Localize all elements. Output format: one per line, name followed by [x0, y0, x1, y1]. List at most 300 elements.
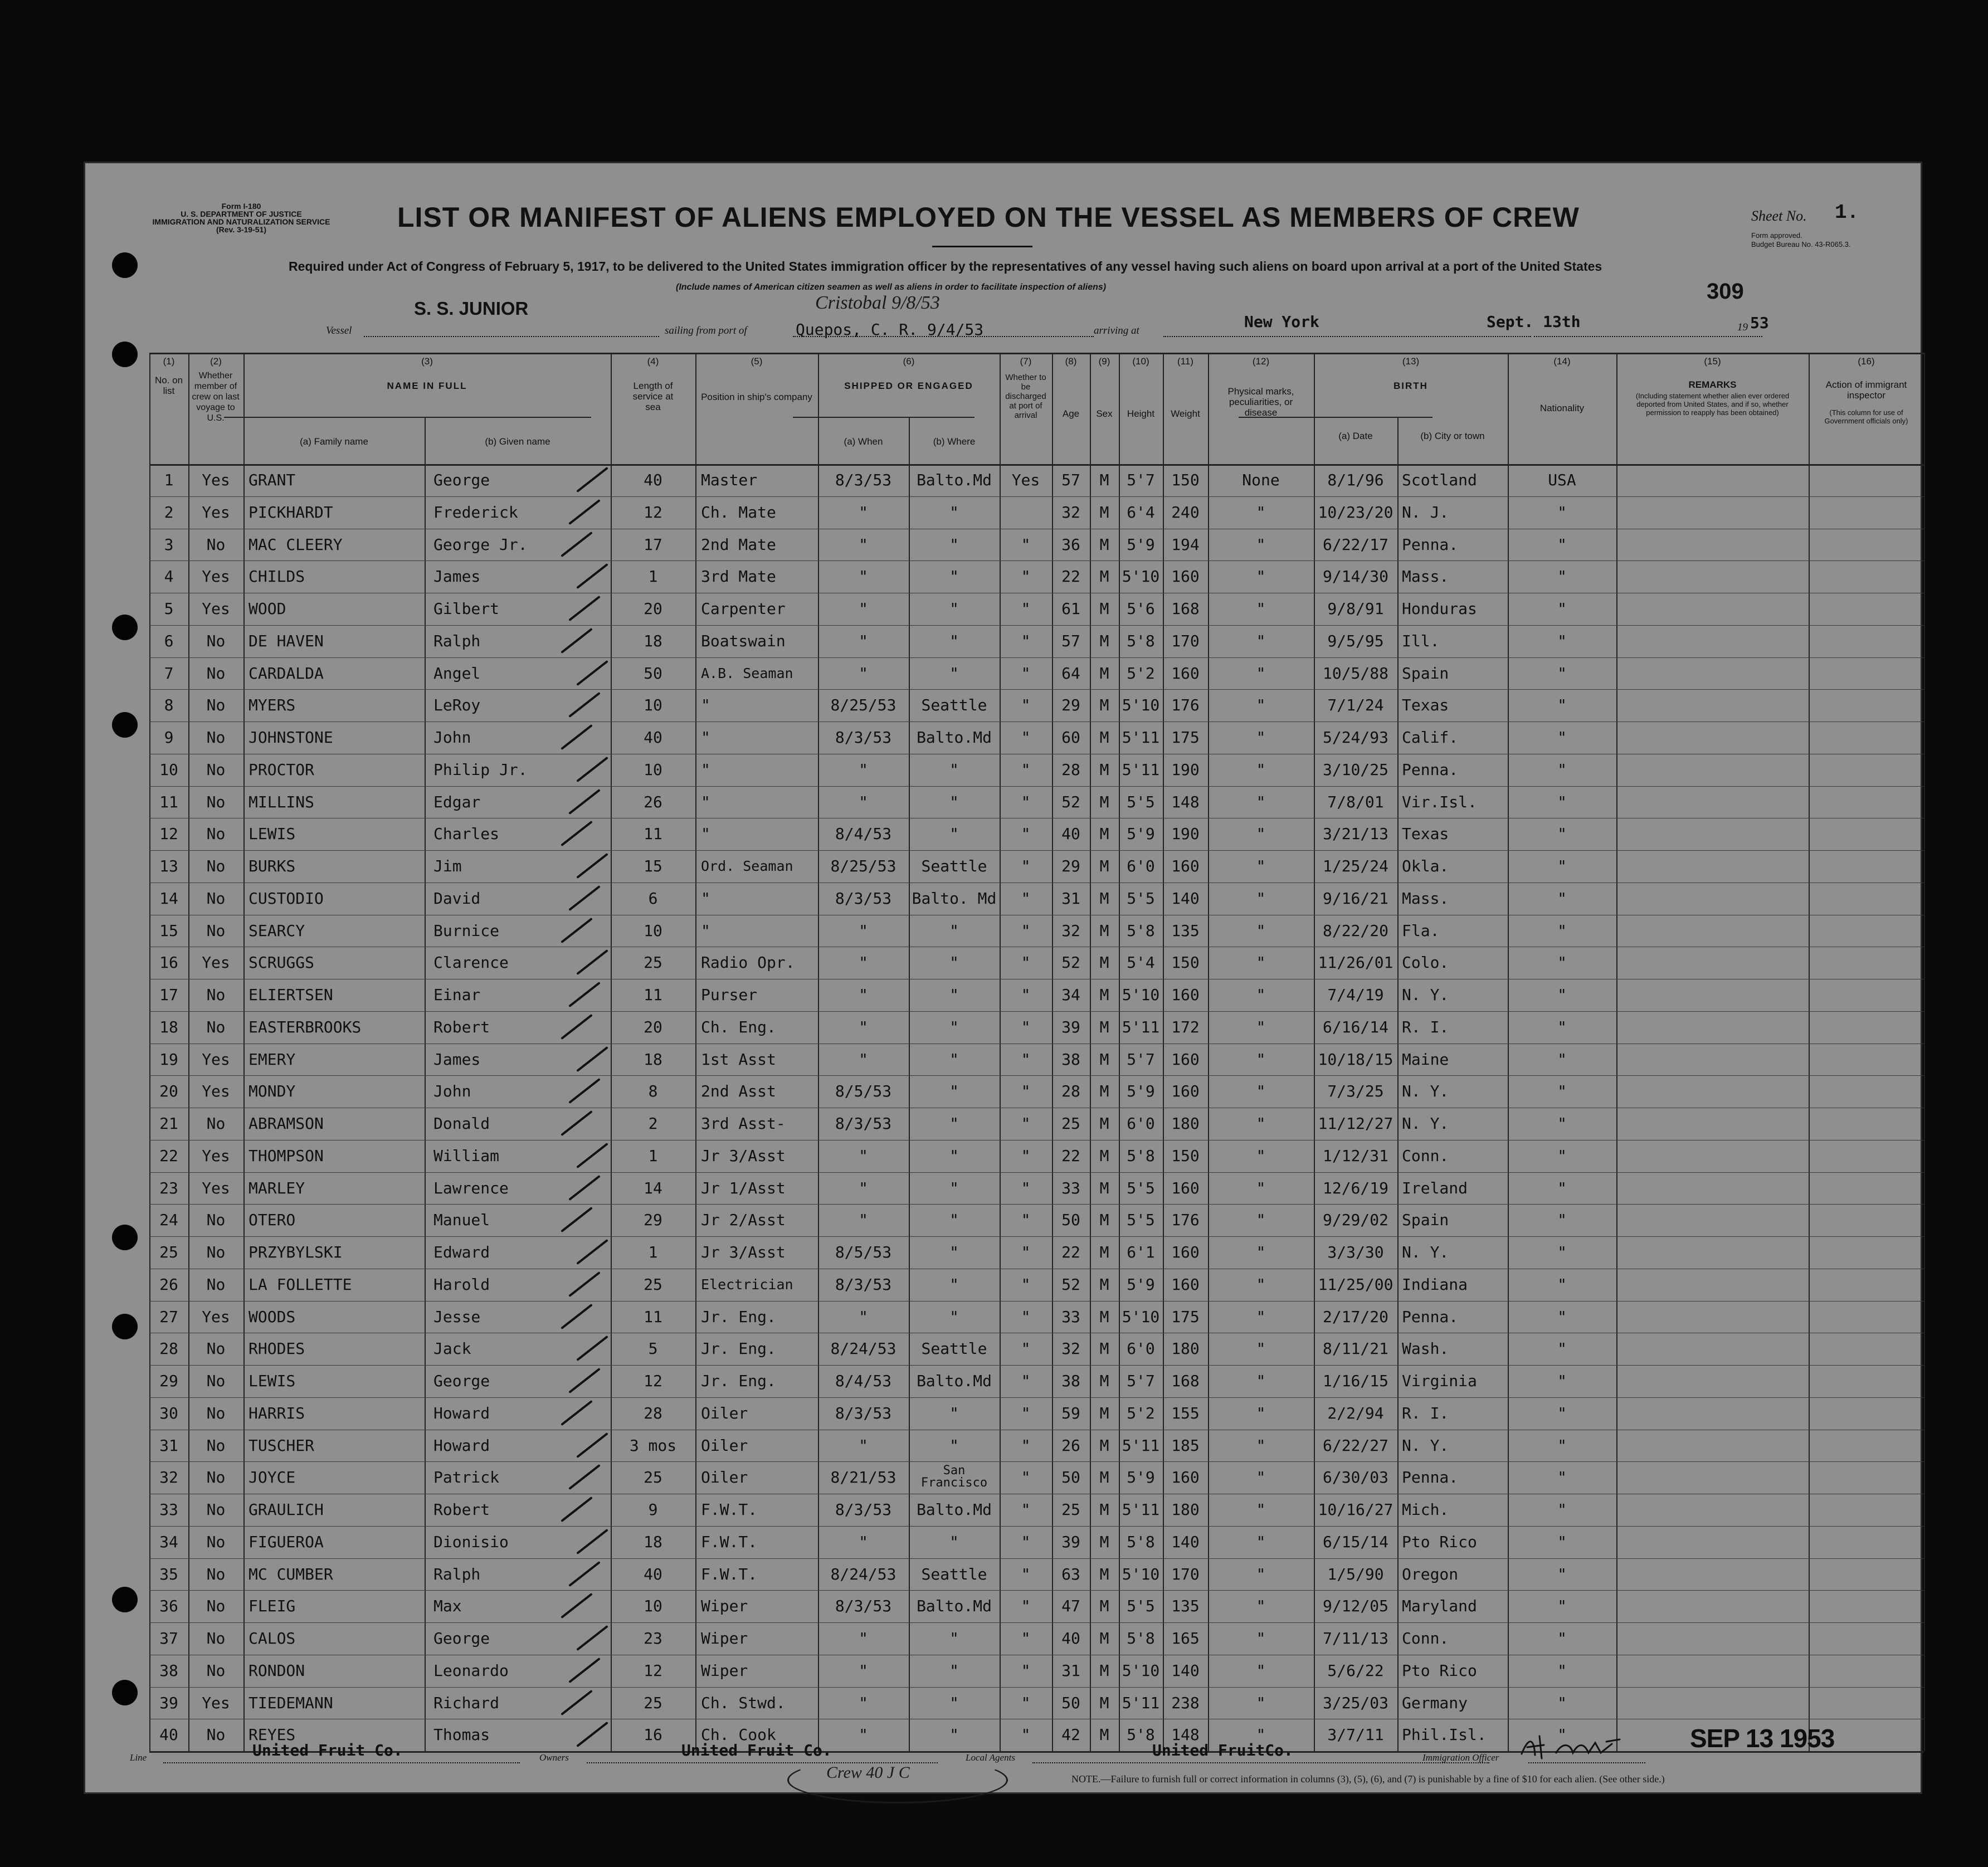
cell-no: 17	[159, 986, 178, 1004]
cell-given: LeRoy	[433, 696, 481, 715]
sailing-line	[793, 336, 1094, 337]
cell-height: 6'1	[1127, 1243, 1155, 1261]
cell-marks: "	[1256, 728, 1266, 747]
cell-birth-date: 3/10/25	[1322, 760, 1388, 779]
row-rule	[149, 496, 1924, 497]
cell-marks: "	[1256, 1403, 1266, 1422]
cell-given: Philip Jr.	[433, 760, 528, 779]
crew-table	[149, 353, 1924, 1751]
cell-family: HARRIS	[248, 1403, 305, 1422]
row-rule	[149, 1558, 1924, 1559]
cell-age: 39	[1061, 1532, 1080, 1551]
cell-family: OTERO	[248, 1211, 296, 1230]
cell-weight: 185	[1171, 1436, 1200, 1455]
cell-sex: M	[1099, 825, 1109, 844]
cell-no: 22	[159, 1146, 178, 1165]
cell-service: 10	[644, 760, 662, 779]
cell-where: "	[949, 1211, 959, 1230]
cell-discharge: "	[1021, 631, 1031, 650]
cell-birth-date: 11/26/01	[1318, 953, 1393, 972]
cell-position: "	[701, 792, 710, 811]
cell-where: "	[949, 1693, 959, 1712]
cell-prev: Yes	[202, 503, 230, 521]
cell-when: 8/4/53	[835, 1372, 892, 1390]
cell-position: Jr 2/Asst	[701, 1211, 786, 1230]
cell-marks: "	[1256, 825, 1266, 844]
cell-age: 47	[1061, 1597, 1080, 1616]
cell-marks: "	[1256, 1564, 1266, 1583]
cell-given: Einar	[433, 986, 481, 1004]
cell-when: "	[859, 1307, 868, 1326]
cell-where: Balto.Md	[917, 728, 992, 747]
cell-position: Jr 3/Asst	[701, 1243, 786, 1261]
cell-birth-date: 10/18/15	[1318, 1050, 1393, 1069]
cell-height: 5'7	[1127, 1050, 1155, 1069]
cell-family: JOYCE	[248, 1468, 296, 1487]
cell-prev: No	[206, 535, 226, 554]
cell-given: George	[433, 1629, 490, 1647]
row-rule	[149, 625, 1924, 626]
cell-no: 15	[159, 921, 178, 940]
cell-marks: "	[1256, 631, 1266, 650]
cell-marks: "	[1256, 1211, 1266, 1230]
cell-given: Jack	[433, 1339, 471, 1358]
cell-discharge: "	[1021, 889, 1031, 908]
cell-weight: 165	[1171, 1629, 1200, 1647]
cell-prev: No	[206, 1017, 226, 1036]
cell-marks: "	[1256, 1693, 1266, 1712]
cell-prev: No	[206, 1597, 226, 1616]
cell-service: 11	[644, 825, 662, 844]
cell-position: F.W.T.	[701, 1532, 758, 1551]
manifest-sheet	[84, 162, 1922, 1794]
cell-where: "	[949, 1661, 959, 1680]
cell-where: "	[949, 1114, 959, 1133]
cell-height: 5'11	[1122, 1500, 1160, 1519]
row-rule	[149, 850, 1924, 851]
cell-no: 8	[164, 696, 174, 715]
cell-birth-place: Colo.	[1402, 953, 1449, 972]
cell-nationality: "	[1557, 1275, 1567, 1294]
cell-position: 2nd Asst	[701, 1082, 776, 1101]
cell-no: 7	[164, 664, 174, 683]
cell-birth-place: Indiana	[1402, 1275, 1468, 1294]
cell-family: BURKS	[248, 857, 296, 875]
cell-sex: M	[1099, 599, 1109, 618]
col-head-sex: Sex	[1096, 408, 1113, 419]
cell-given: Burnice	[433, 921, 500, 940]
cell-age: 57	[1061, 631, 1080, 650]
cell-service: 5	[648, 1339, 658, 1358]
cell-where: "	[949, 1403, 959, 1422]
cell-position: Ch. Eng.	[701, 1017, 776, 1036]
cell-sex: M	[1099, 1436, 1109, 1455]
cell-discharge: "	[1021, 1725, 1031, 1744]
cell-nationality: "	[1557, 1468, 1567, 1487]
cell-when: 8/3/53	[835, 1500, 892, 1519]
cell-sex: M	[1099, 1629, 1109, 1647]
cell-discharge: "	[1021, 1564, 1031, 1583]
col-num-9: (9)	[1098, 356, 1110, 367]
cell-nationality: "	[1557, 728, 1567, 747]
cell-height: 5'8	[1127, 921, 1155, 940]
cell-when: 8/4/53	[835, 825, 892, 844]
cell-age: 22	[1061, 1243, 1080, 1261]
cell-family: SCRUGGS	[248, 953, 315, 972]
col-head-birth: BIRTH	[1393, 381, 1428, 391]
cell-discharge: "	[1021, 857, 1031, 875]
cell-birth-date: 9/29/02	[1322, 1211, 1388, 1230]
cell-birth-place: Spain	[1402, 1211, 1449, 1230]
cell-discharge: "	[1021, 1017, 1031, 1036]
cell-position: F.W.T.	[701, 1564, 758, 1583]
footer-agent-rule	[1032, 1762, 1489, 1763]
cell-weight: 160	[1171, 857, 1200, 875]
row-rule	[149, 1236, 1924, 1237]
cell-height: 6'0	[1127, 1339, 1155, 1358]
handwritten-port: Cristobal 9/8/53	[815, 293, 940, 313]
cell-family: MYERS	[248, 696, 296, 715]
vessel-label: Vessel	[326, 325, 352, 337]
year-prefix: 19	[1737, 321, 1748, 333]
cell-birth-place: Texas	[1402, 825, 1449, 844]
cell-weight: 150	[1171, 953, 1200, 972]
cell-weight: 176	[1171, 1211, 1200, 1230]
cell-given: Jesse	[433, 1307, 481, 1326]
cell-birth-date: 8/1/96	[1327, 471, 1384, 489]
col-head-action: Action of immigrant inspector	[1825, 379, 1907, 401]
cell-position: Ch. Cook	[701, 1725, 776, 1744]
cell-prev: No	[206, 1403, 226, 1422]
cell-age: 57	[1061, 471, 1080, 489]
cell-birth-place: N. Y.	[1402, 1243, 1449, 1261]
cell-when: "	[859, 1146, 868, 1165]
cell-discharge: "	[1021, 1339, 1031, 1358]
cell-given: William	[433, 1146, 500, 1165]
cell-given: Thomas	[433, 1725, 490, 1744]
cell-discharge: "	[1021, 1211, 1031, 1230]
cell-sex: M	[1099, 953, 1109, 972]
cell-birth-date: 3/3/30	[1327, 1243, 1384, 1261]
cell-birth-date: 7/11/13	[1322, 1629, 1388, 1647]
cell-marks: "	[1256, 1178, 1266, 1197]
cell-position: 1st Asst	[701, 1050, 776, 1069]
cell-nationality: "	[1557, 1403, 1567, 1422]
cell-when: 8/25/53	[830, 857, 896, 875]
cell-discharge: "	[1021, 599, 1031, 618]
cell-birth-place: Maryland	[1402, 1597, 1477, 1616]
arriving-line	[1163, 336, 1531, 337]
cell-position: Ord. Seaman	[701, 858, 793, 874]
cell-no: 10	[159, 760, 178, 779]
cell-discharge: "	[1021, 1372, 1031, 1390]
col-head-when: (a) When	[844, 436, 883, 447]
cell-nationality: "	[1557, 921, 1567, 940]
cell-nationality: "	[1557, 1597, 1567, 1616]
cell-nationality: "	[1557, 1372, 1567, 1390]
cell-marks: "	[1256, 535, 1266, 554]
col-head-remarks: REMARKS	[1688, 379, 1737, 390]
cell-height: 5'9	[1127, 1275, 1155, 1294]
cell-birth-place: Conn.	[1402, 1629, 1449, 1647]
cell-given: Edward	[433, 1243, 490, 1261]
cell-birth-date: 6/22/17	[1322, 535, 1388, 554]
cell-height: 5'5	[1127, 889, 1155, 908]
cell-birth-date: 3/21/13	[1322, 825, 1388, 844]
cell-prev: Yes	[202, 953, 230, 972]
cell-service: 20	[644, 599, 662, 618]
cell-family: CUSTODIO	[248, 889, 324, 908]
cell-service: 25	[644, 1275, 662, 1294]
cell-age: 28	[1061, 760, 1080, 779]
cell-discharge: "	[1021, 1178, 1031, 1197]
cell-birth-place: Vir.Isl.	[1402, 792, 1477, 811]
cell-family: RONDON	[248, 1661, 305, 1680]
cell-weight: 160	[1171, 1468, 1200, 1487]
cell-given: Frederick	[433, 503, 518, 521]
form-id-block	[141, 202, 342, 233]
cell-no: 3	[164, 535, 174, 554]
cell-family: LEWIS	[248, 825, 296, 844]
cell-marks: "	[1256, 1017, 1266, 1036]
cell-no: 28	[159, 1339, 178, 1358]
cell-weight: 140	[1171, 1661, 1200, 1680]
cell-marks: "	[1256, 1725, 1266, 1744]
cell-marks: "	[1256, 1114, 1266, 1133]
cell-no: 32	[159, 1468, 178, 1487]
cell-age: 52	[1061, 1275, 1080, 1294]
row-rule	[149, 1172, 1924, 1173]
cell-marks: "	[1256, 1661, 1266, 1680]
cell-family: WOOD	[248, 599, 286, 618]
cell-position: F.W.T.	[701, 1500, 758, 1519]
cell-where: Balto.Md	[917, 471, 992, 489]
cell-when: "	[859, 921, 868, 940]
cell-given: Lawrence	[433, 1178, 509, 1197]
cell-weight: 194	[1171, 535, 1200, 554]
cell-weight: 160	[1171, 1178, 1200, 1197]
cell-nationality: "	[1557, 503, 1567, 521]
cell-no: 24	[159, 1211, 178, 1230]
cell-family: EASTERBROOKS	[248, 1017, 362, 1036]
cell-height: 5'2	[1127, 664, 1155, 683]
cell-sex: M	[1099, 1725, 1109, 1744]
cell-service: 11	[644, 1307, 662, 1326]
col-head-weight: Weight	[1171, 408, 1200, 419]
cell-prev: No	[206, 825, 226, 844]
cell-family: MILLINS	[248, 792, 315, 811]
cell-birth-date: 2/17/20	[1322, 1307, 1388, 1326]
cell-discharge: "	[1021, 696, 1031, 715]
table-top-rule	[149, 353, 1924, 354]
cell-height: 5'11	[1122, 728, 1160, 747]
cell-sex: M	[1099, 503, 1109, 521]
cell-birth-date: 7/4/19	[1327, 986, 1384, 1004]
cell-discharge: "	[1021, 921, 1031, 940]
cell-position: "	[701, 760, 710, 779]
row-rule	[149, 1590, 1924, 1591]
cell-weight: 160	[1171, 1082, 1200, 1101]
cell-when: 8/21/53	[830, 1468, 896, 1487]
cell-discharge: "	[1021, 1532, 1031, 1551]
cell-weight: 160	[1171, 1243, 1200, 1261]
cell-prev: No	[206, 1339, 226, 1358]
cell-given: James	[433, 1050, 481, 1069]
cell-nationality: "	[1557, 1725, 1567, 1744]
cell-sex: M	[1099, 1372, 1109, 1390]
punch-hole	[112, 1314, 138, 1339]
cell-height: 5'10	[1122, 986, 1160, 1004]
cell-height: 5'8	[1127, 1532, 1155, 1551]
cell-where: "	[949, 1275, 959, 1294]
officer-signature	[1517, 1732, 1623, 1762]
cell-height: 5'10	[1122, 1307, 1160, 1326]
column-rule	[425, 417, 426, 1751]
cell-sex: M	[1099, 1339, 1109, 1358]
cell-family: GRANT	[248, 471, 296, 489]
cell-marks: "	[1256, 1436, 1266, 1455]
cell-when: 8/25/53	[830, 696, 896, 715]
col-head-remarks-note: (Including statement whether alien ever ordered deported from United States, and if so, whether permission to reapply has been obtained)	[1635, 392, 1790, 417]
cell-height: 5'8	[1127, 1146, 1155, 1165]
cell-when: 8/5/53	[835, 1082, 892, 1101]
cell-marks: "	[1256, 1372, 1266, 1390]
cell-weight: 155	[1171, 1403, 1200, 1422]
col-num-3: (3)	[421, 356, 433, 367]
cell-service: 25	[644, 953, 662, 972]
cell-discharge: "	[1021, 1629, 1031, 1647]
cell-prev: Yes	[202, 567, 230, 586]
cell-given: Howard	[433, 1436, 490, 1455]
cell-position: Jr. Eng.	[701, 1307, 776, 1326]
cell-sex: M	[1099, 1693, 1109, 1712]
col-head-marks: Physical marks, peculiarities, or disease	[1227, 386, 1294, 418]
cell-birth-place: Fla.	[1402, 921, 1440, 940]
cell-age: 25	[1061, 1500, 1080, 1519]
col-head-no: No. on list	[154, 375, 183, 396]
cell-birth-date: 2/2/94	[1327, 1403, 1384, 1422]
cell-age: 32	[1061, 1339, 1080, 1358]
cell-height: 5'8	[1127, 1725, 1155, 1744]
punch-hole	[112, 252, 138, 278]
cell-nationality: "	[1557, 1082, 1567, 1101]
cell-sex: M	[1099, 760, 1109, 779]
row-rule	[149, 1397, 1924, 1398]
col-head-where: (b) Where	[933, 436, 976, 447]
cell-sex: M	[1099, 1178, 1109, 1197]
row-rule	[149, 1526, 1924, 1527]
cell-marks: "	[1256, 1532, 1266, 1551]
cell-prev: No	[206, 1725, 226, 1744]
cell-age: 40	[1061, 1629, 1080, 1647]
cell-family: ABRAMSON	[248, 1114, 324, 1133]
cell-no: 35	[159, 1564, 178, 1583]
cell-sex: M	[1099, 1243, 1109, 1261]
cell-height: 5'9	[1127, 1468, 1155, 1487]
subtitle-note: (Include names of American citizen seamen as well as aliens in order to facilitate inspection of aliens)	[676, 282, 1107, 292]
cell-sex: M	[1099, 567, 1109, 586]
cell-prev: No	[206, 1661, 226, 1680]
cell-age: 61	[1061, 599, 1080, 618]
cell-when: 8/5/53	[835, 1243, 892, 1261]
punch-hole	[112, 615, 138, 640]
cell-given: Howard	[433, 1403, 490, 1422]
cell-given: James	[433, 567, 481, 586]
cell-birth-date: 10/5/88	[1322, 664, 1388, 683]
cell-sex: M	[1099, 1661, 1109, 1680]
cell-given: Jim	[433, 857, 462, 875]
cell-height: 5'5	[1127, 1178, 1155, 1197]
cell-where: "	[949, 1082, 959, 1101]
col-num-11: (11)	[1177, 356, 1193, 367]
cell-age: 64	[1061, 664, 1080, 683]
cell-discharge: "	[1021, 1114, 1031, 1133]
cell-height: 5'2	[1127, 1403, 1155, 1422]
cell-service: 6	[648, 889, 658, 908]
cell-no: 27	[159, 1307, 178, 1326]
cell-when: "	[859, 1725, 868, 1744]
footer-agent: United FruitCo.	[1152, 1741, 1293, 1759]
cell-weight: 175	[1171, 1307, 1200, 1326]
cell-when: 8/3/53	[835, 1114, 892, 1133]
cell-marks: "	[1256, 1275, 1266, 1294]
cell-no: 20	[159, 1082, 178, 1101]
cell-when: "	[859, 1661, 868, 1680]
cell-position: "	[701, 728, 710, 747]
cell-discharge: "	[1021, 986, 1031, 1004]
cell-marks: "	[1256, 1243, 1266, 1261]
cell-family: PROCTOR	[248, 760, 315, 779]
cell-given: Angel	[433, 664, 481, 683]
date-stamp: SEP 13 1953	[1690, 1724, 1835, 1753]
cell-height: 5'8	[1127, 1629, 1155, 1647]
cell-when: "	[859, 986, 868, 1004]
year-suffix: 53	[1750, 314, 1769, 332]
cell-family: CHILDS	[248, 567, 305, 586]
cell-sex: M	[1099, 696, 1109, 715]
cell-where: San Francisco	[920, 1464, 988, 1490]
col-head-prev-voyage: Whether member of crew on last voyage to U.S.	[192, 371, 240, 423]
cell-height: 5'8	[1127, 631, 1155, 650]
cell-family: PICKHARDT	[248, 503, 333, 521]
cell-position: Wiper	[701, 1629, 748, 1647]
cell-no: 4	[164, 567, 174, 586]
cell-age: 25	[1061, 1114, 1080, 1133]
cell-nationality: "	[1557, 760, 1567, 779]
cell-family: TIEDEMANN	[248, 1693, 333, 1712]
row-rule	[149, 1365, 1924, 1366]
cell-given: Ralph	[433, 1564, 481, 1583]
cell-no: 12	[159, 825, 178, 844]
column-rule	[1809, 353, 1810, 1751]
cell-weight: 140	[1171, 1532, 1200, 1551]
cell-nationality: "	[1557, 953, 1567, 972]
cell-family: LEWIS	[248, 1372, 296, 1390]
cell-height: 6'4	[1127, 503, 1155, 521]
cell-service: 15	[644, 857, 662, 875]
cell-birth-place: Germany	[1402, 1693, 1468, 1712]
cell-family: REYES	[248, 1725, 296, 1744]
cell-no: 33	[159, 1500, 178, 1519]
cell-height: 5'9	[1127, 535, 1155, 554]
cell-discharge: "	[1021, 1050, 1031, 1069]
cell-prev: No	[206, 1275, 226, 1294]
cell-prev: Yes	[202, 1082, 230, 1101]
cell-given: Richard	[433, 1693, 500, 1712]
cell-family: MONDY	[248, 1082, 296, 1101]
row-rule	[149, 560, 1924, 561]
cell-service: 40	[644, 471, 662, 489]
